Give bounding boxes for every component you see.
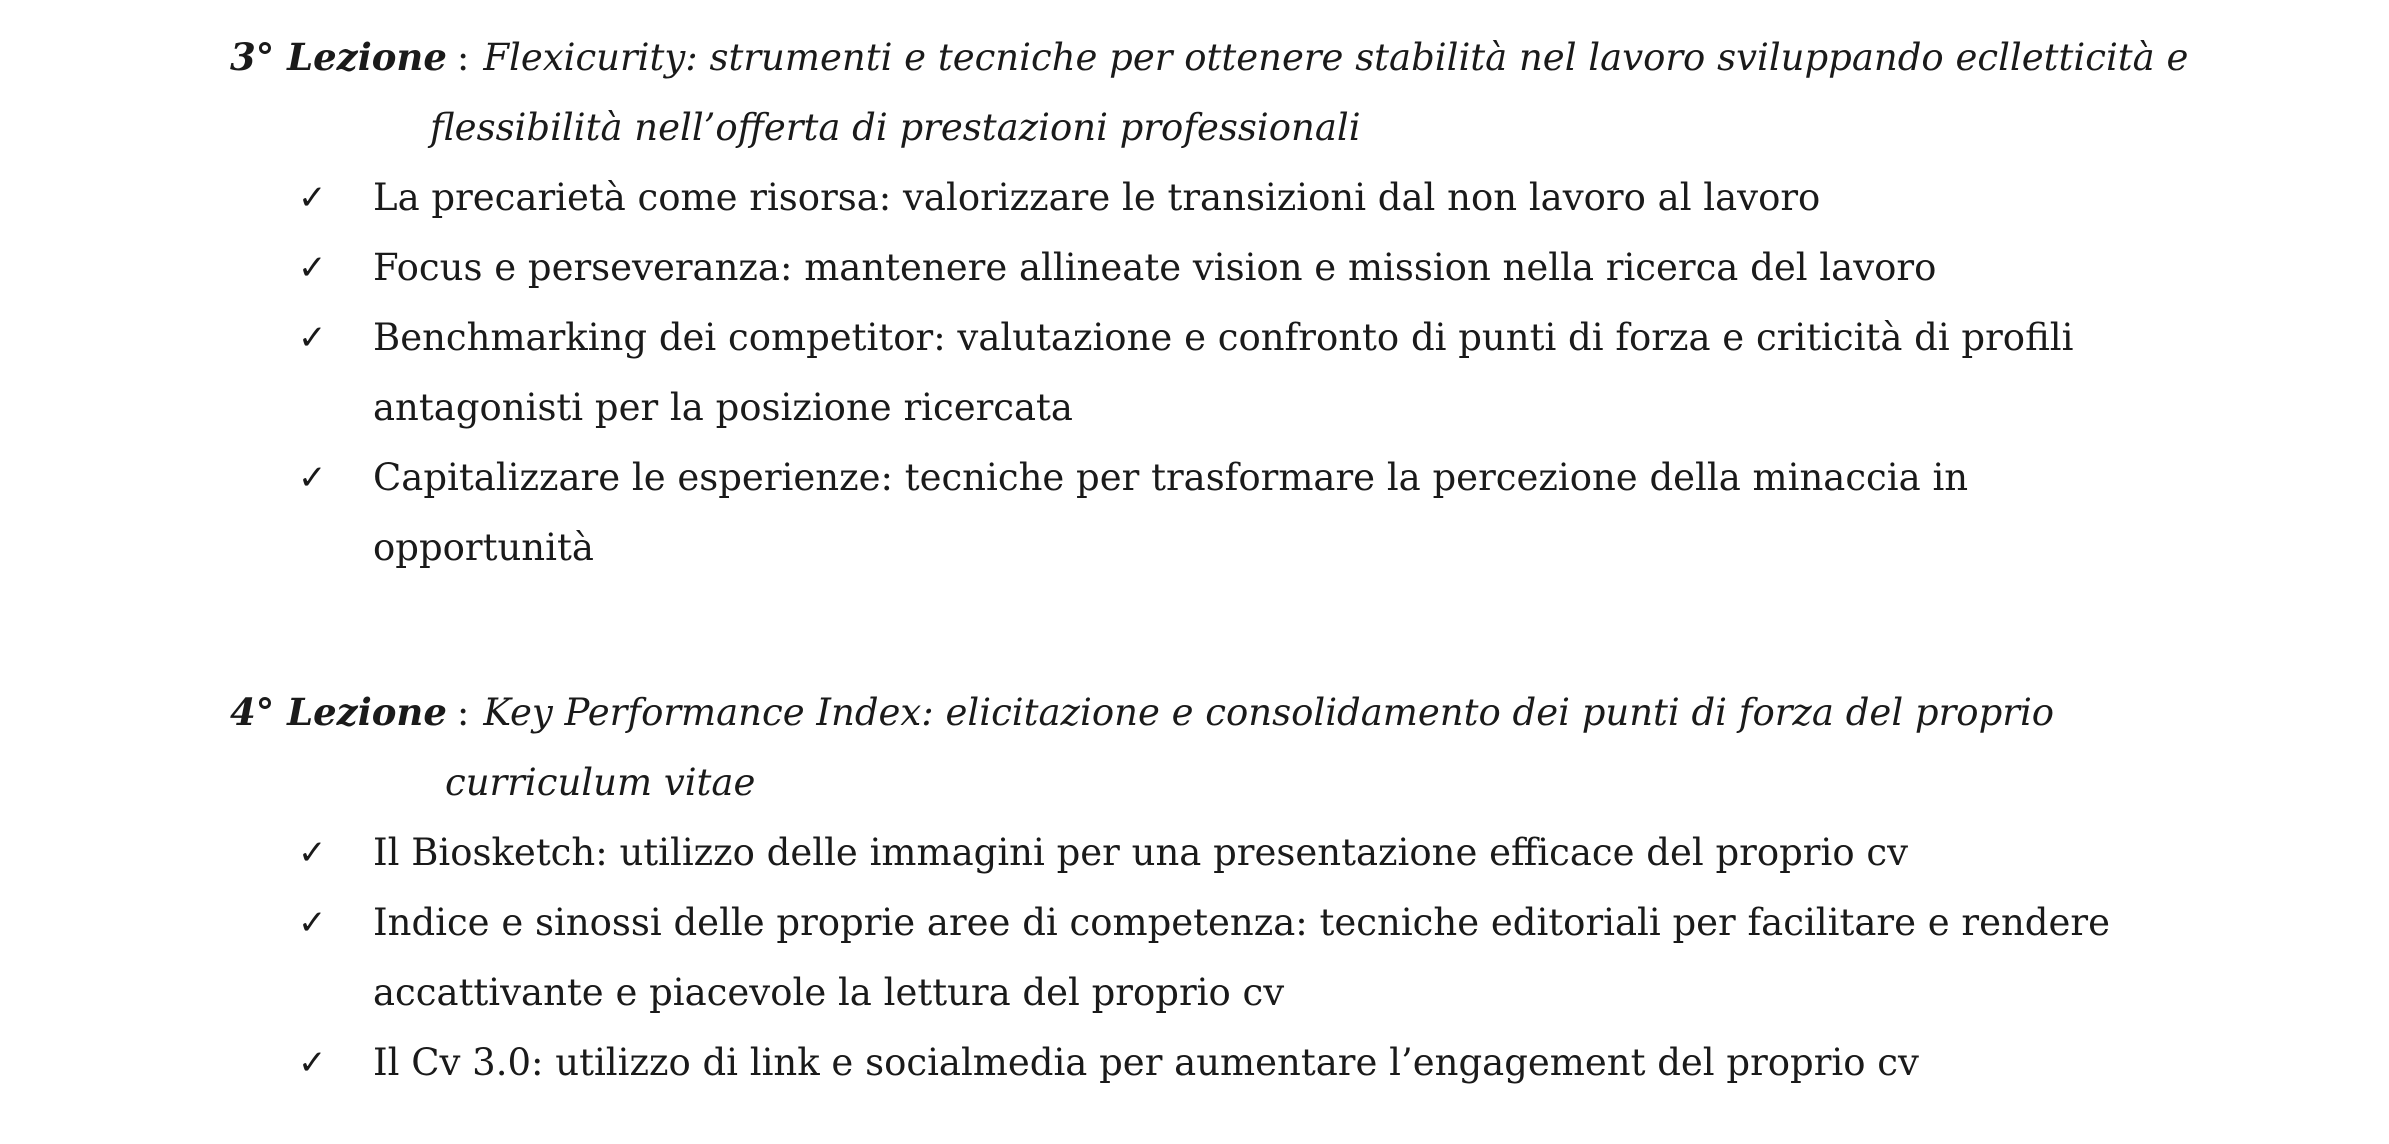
- lesson-4-topic-list: [230, 818, 2230, 1098]
- checkmark-icon: ✓: [298, 458, 327, 498]
- list-item: [230, 818, 2230, 888]
- lesson-3-title: Flexicurity: strumenti e tecniche per ottenere stabilità nel lavoro sviluppando eclletticità e: [483, 36, 2189, 79]
- list-item-text: Capitalizzare le esperienze: tecniche per trasformare la percezione della minaccia in: [373, 456, 1969, 499]
- lesson-3-heading: [230, 22, 2230, 93]
- checkmark-icon: ✓: [298, 833, 327, 873]
- list-item-text-continuation: opportunità: [373, 526, 594, 569]
- list-item-text: Benchmarking dei competitor: valutazione e confronto di punti di forza e criticità di profili: [373, 316, 2074, 359]
- lesson-3-label: 3° Lezione: [230, 35, 447, 79]
- lesson-3-separator: :: [456, 36, 470, 79]
- list-item: [230, 233, 2230, 303]
- list-item-text: Focus e perseveranza: mantenere allineate vision e mission nella ricerca del lavoro: [373, 246, 1937, 289]
- list-item: [230, 303, 2230, 443]
- list-item: [230, 163, 2230, 233]
- lesson-3-topic-list: [230, 163, 2230, 583]
- lesson-4-section: [230, 677, 2230, 1098]
- lesson-3-title-continuation: flessibilità nell’offerta di prestazioni professionali: [430, 106, 1361, 149]
- list-item-text: Indice e sinossi delle proprie aree di competenza: tecniche editoriali per facilitare e rendere: [373, 901, 2110, 944]
- lesson-4-label: 4° Lezione: [230, 690, 447, 734]
- list-item-text: La precarietà come risorsa: valorizzare le transizioni dal non lavoro al lavoro: [373, 176, 1821, 219]
- lesson-4-title: Key Performance Index: elicitazione e consolidamento dei punti di forza del proprio: [483, 691, 2055, 734]
- checkmark-icon: ✓: [298, 318, 327, 358]
- list-item-text-continuation: antagonisti per la posizione ricercata: [373, 386, 1073, 429]
- checkmark-icon: ✓: [298, 178, 327, 218]
- lesson-4-separator: :: [456, 691, 470, 734]
- list-item-text-continuation: accattivante e piacevole la lettura del proprio cv: [373, 971, 1285, 1014]
- checkmark-icon: ✓: [298, 903, 327, 943]
- list-item-text: Il Cv 3.0: utilizzo di link e socialmedia per aumentare l’engagement del proprio cv: [373, 1041, 1919, 1084]
- lesson-3-section: [230, 22, 2230, 583]
- lesson-4-heading: [230, 677, 2230, 748]
- list-item: [230, 443, 2230, 583]
- checkmark-icon: ✓: [298, 1043, 327, 1083]
- list-item: [230, 888, 2230, 1028]
- checkmark-icon: ✓: [298, 248, 327, 288]
- list-item: [230, 1028, 2230, 1098]
- lesson-4-title-continuation: curriculum vitae: [445, 761, 756, 804]
- list-item-text: Il Biosketch: utilizzo delle immagini per una presentazione efficace del proprio cv: [373, 831, 1908, 874]
